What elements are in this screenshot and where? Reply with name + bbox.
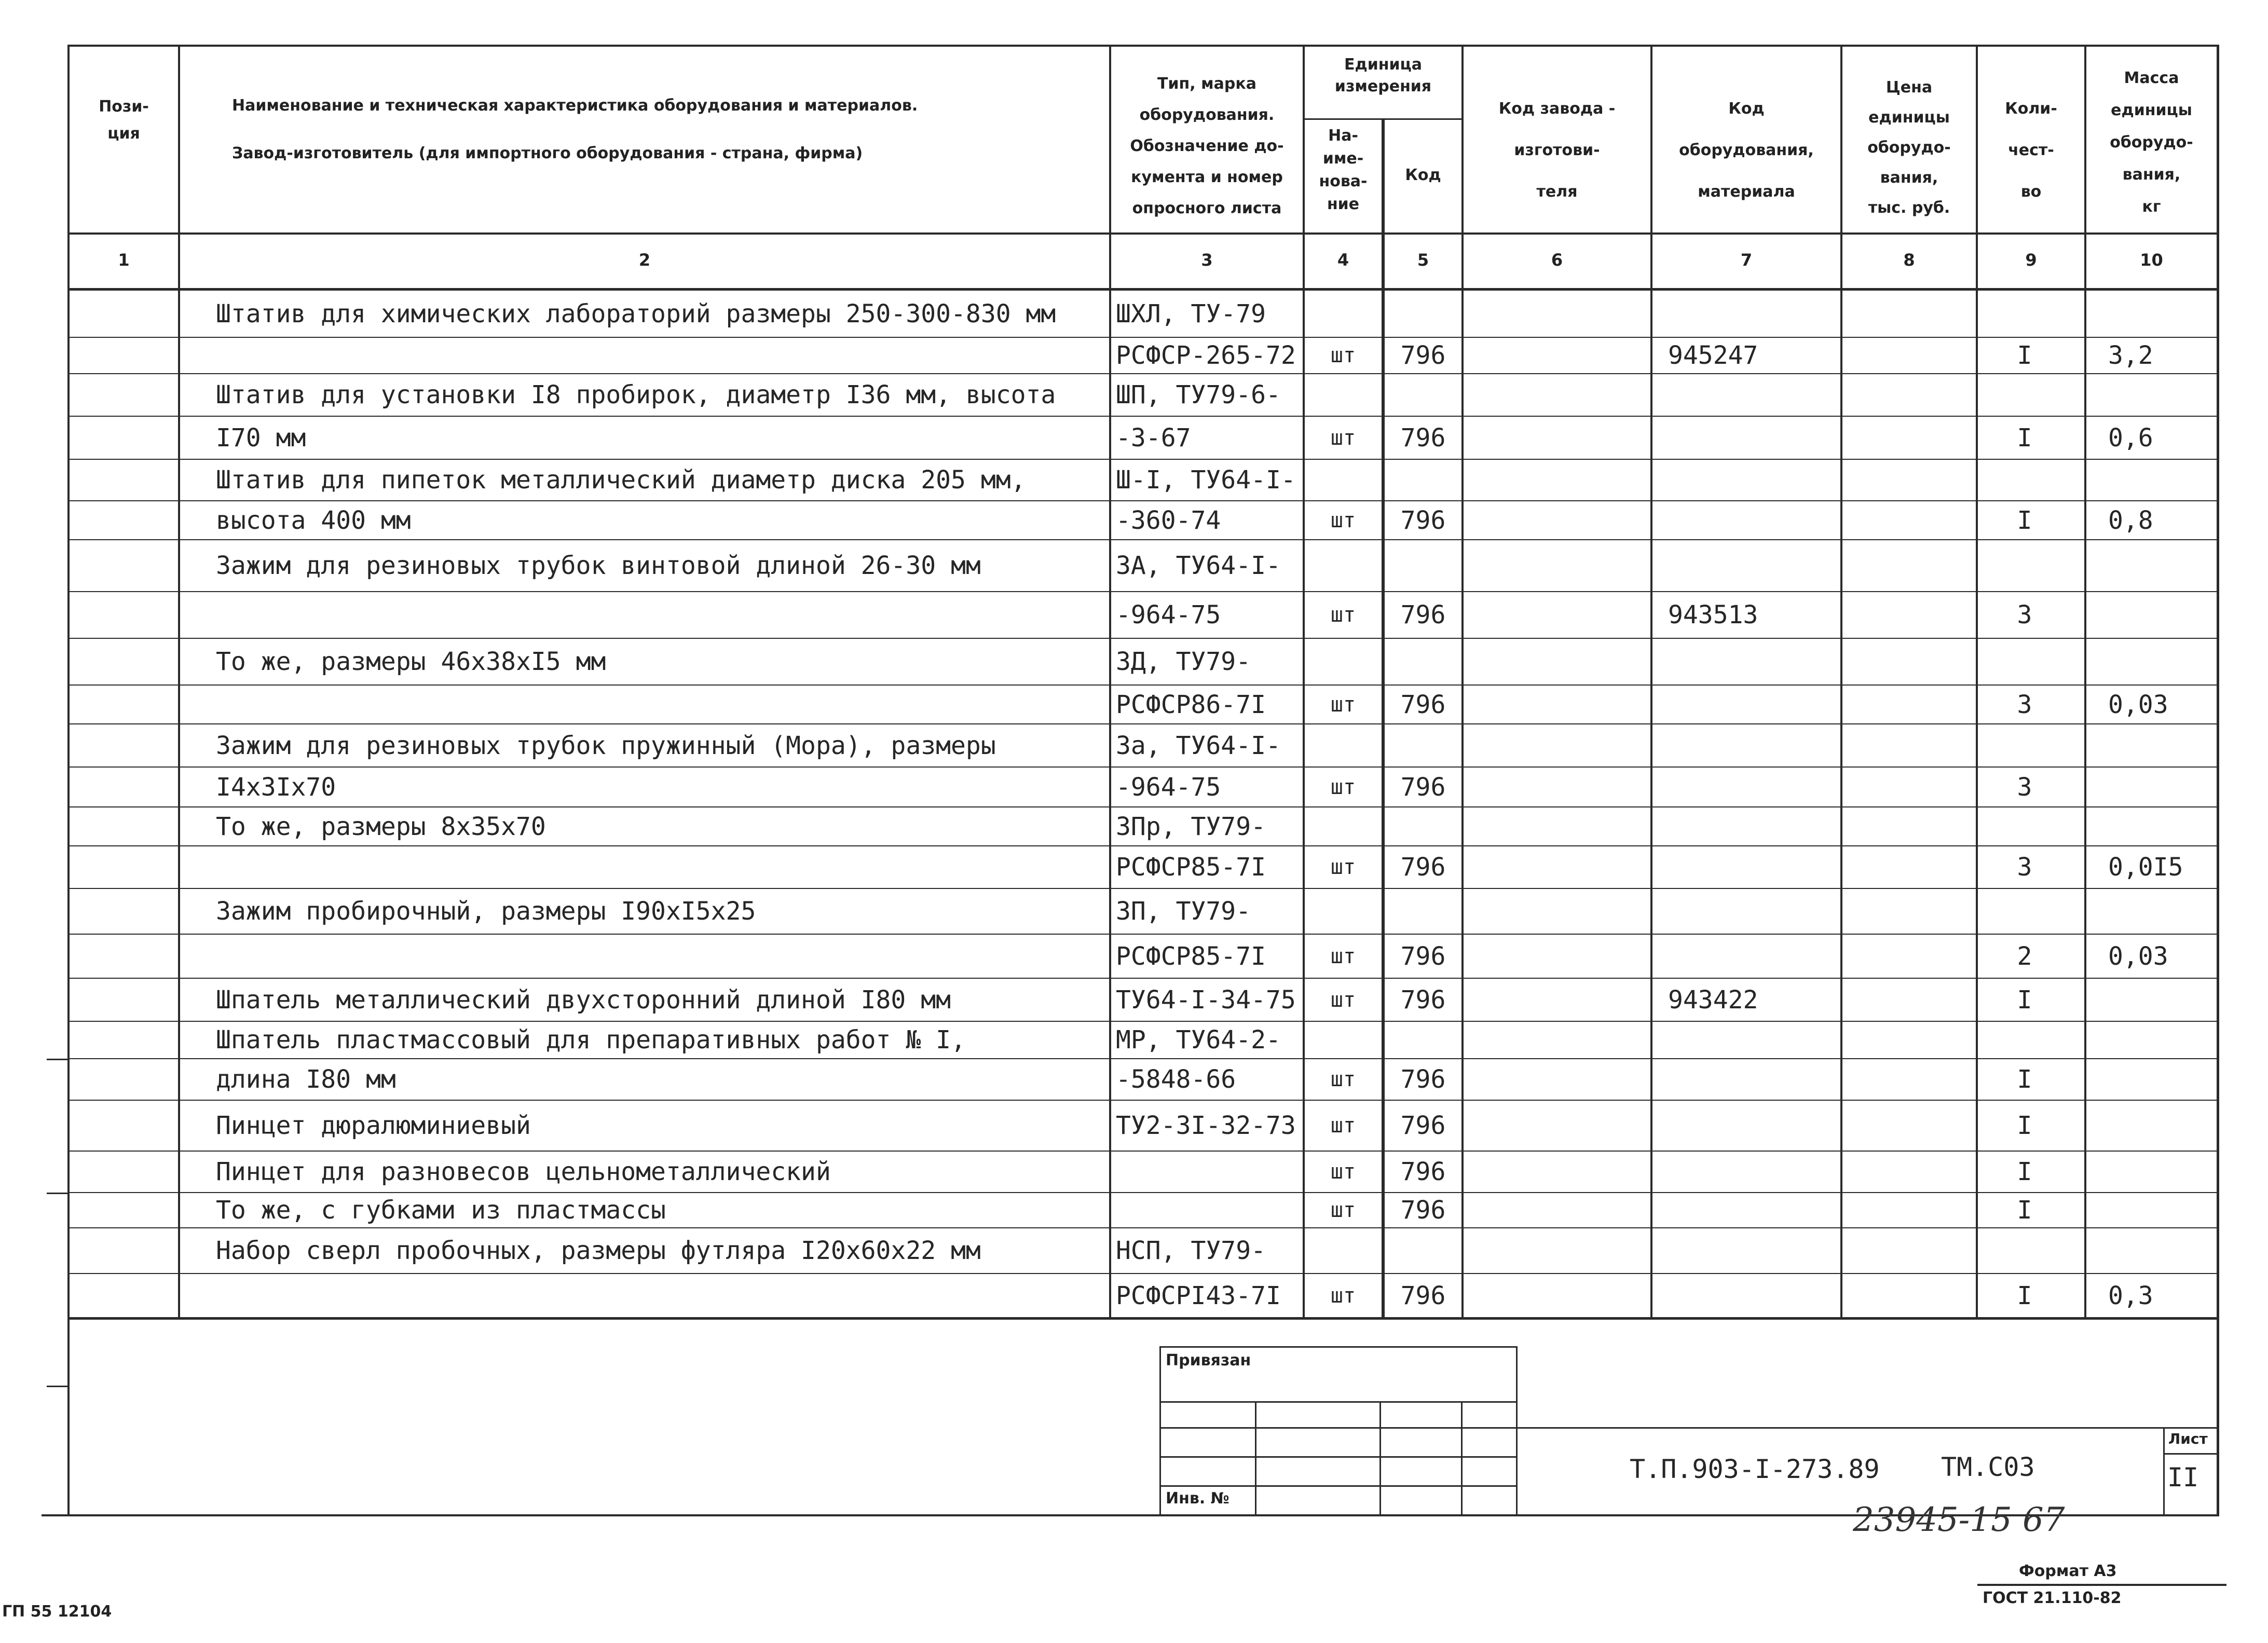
row-mass: 0,03 — [2108, 941, 2168, 971]
row-unit: шт — [1330, 692, 1356, 717]
header-unit-name: На- име- нова- ние — [1319, 127, 1368, 213]
row-mass: 0,6 — [2108, 423, 2153, 453]
row-type: Ш-I, ТУ64-I- — [1116, 465, 1296, 495]
col-number-9: 9 — [2025, 250, 2037, 270]
row-divider — [67, 459, 2219, 460]
header-type: Тип, марка оборудования. Обозначение до- кумента и номер опросного листа — [1130, 75, 1284, 217]
row-name: I4х3Iх70 — [216, 772, 336, 802]
row-equipment-code: 943513 — [1668, 600, 1758, 629]
row-equipment-code: 945247 — [1668, 341, 1758, 370]
row-divider — [67, 591, 2219, 592]
row-unit: шт — [1330, 603, 1356, 627]
row-name: Штатив для пипеток металлический диаметр диска 205 мм, — [216, 465, 1026, 495]
row-type: РСФСР85-7I — [1116, 853, 1266, 882]
row-type: -3-67 — [1116, 423, 1191, 453]
row-divider — [67, 684, 2219, 686]
row-name: Зажим пробирочный, размеры I90хI5х25 — [216, 897, 756, 926]
row-quantity: 3 — [2017, 690, 2032, 719]
row-quantity: I — [2017, 505, 2032, 535]
row-type: РСФСР85-7I — [1116, 941, 1266, 971]
row-unit-code: 796 — [1400, 600, 1446, 629]
row-quantity: I — [2017, 1111, 2032, 1140]
row-quantity: I — [2017, 1157, 2032, 1186]
row-unit: шт — [1330, 944, 1356, 968]
row-divider — [67, 1273, 2219, 1274]
row-name: Набор сверл пробочных, размеры футляра I20х60х22 мм — [216, 1236, 981, 1265]
document-mark: ТМ.С03 — [1941, 1452, 2035, 1482]
row-divider — [67, 723, 2219, 724]
header-position: Пози- ция — [99, 98, 149, 143]
row-unit: шт — [1330, 1198, 1356, 1222]
col-number-3: 3 — [1201, 250, 1213, 270]
row-type: -5848-66 — [1116, 1065, 1236, 1094]
row-divider — [67, 806, 2219, 807]
row-divider — [67, 888, 2219, 889]
row-type: ЗПр, ТУ79- — [1116, 812, 1266, 841]
row-type: -360-74 — [1116, 505, 1221, 535]
row-type: -964-75 — [1116, 600, 1221, 629]
row-quantity: 3 — [2017, 853, 2032, 882]
row-unit-code: 796 — [1400, 853, 1446, 882]
row-quantity: I — [2017, 1196, 2032, 1225]
col-number-2: 2 — [638, 250, 651, 270]
col-number-7: 7 — [1740, 250, 1753, 270]
row-unit: шт — [1330, 1160, 1356, 1184]
row-name: Шпатель пластмассовый для препаративных работ № I, — [216, 1025, 966, 1055]
row-divider — [67, 1192, 2219, 1193]
row-quantity: 3 — [2017, 600, 2032, 629]
row-divider — [67, 1058, 2219, 1059]
row-type: РСФСР-265-72 — [1116, 341, 1296, 370]
left-code: ГП 55 12104 — [2, 1603, 112, 1621]
row-type: ЗП, ТУ79- — [1116, 897, 1251, 926]
row-mass: 0,03 — [2108, 690, 2168, 719]
row-divider — [67, 500, 2219, 501]
header-unit-code: Код — [1405, 166, 1441, 184]
header-name-line1: Наименование и техническая характеристика оборудования и материалов. — [232, 97, 918, 115]
row-unit: шт — [1330, 775, 1356, 799]
row-divider — [67, 1021, 2219, 1022]
row-name: Зажим для резиновых трубок пружинный (Мора), размеры — [216, 731, 996, 760]
row-name: длина I80 мм — [216, 1065, 396, 1094]
row-type: -964-75 — [1116, 772, 1221, 802]
row-unit-code: 796 — [1400, 690, 1446, 719]
row-quantity: I — [2017, 341, 2032, 370]
header-mass: Масса единицы оборудо- вания, кг — [2110, 69, 2193, 216]
row-quantity: 2 — [2017, 941, 2032, 971]
row-divider — [67, 934, 2219, 935]
document-code: Т.П.903-I-273.89 — [1630, 1454, 1880, 1484]
col-number-5: 5 — [1417, 250, 1429, 270]
row-quantity: I — [2017, 1065, 2032, 1094]
row-type: За, ТУ64-I- — [1116, 731, 1281, 760]
sheet-number: II — [2167, 1462, 2199, 1493]
row-divider — [67, 1100, 2219, 1101]
row-name: Штатив для установки I8 пробирок, диаметр I36 мм, высота — [216, 380, 1056, 409]
row-unit-code: 796 — [1400, 1281, 1446, 1310]
header-name-line2: Завод-изготовитель (для импортного оборудования - страна, фирма) — [232, 144, 863, 162]
row-type: ЗА, ТУ64-I- — [1116, 551, 1281, 580]
row-name: Штатив для химических лабораторий размеры 250-300-830 мм — [216, 299, 1056, 328]
header-factory-code: Код завода - изготови- теля — [1498, 100, 1616, 201]
row-divider — [67, 539, 2219, 540]
row-name: Зажим для резиновых трубок винтовой длиной 26-30 мм — [216, 551, 981, 580]
row-unit: шт — [1330, 508, 1356, 532]
gost-label: ГОСТ 21.110-82 — [1983, 1589, 2122, 1607]
row-divider — [67, 638, 2219, 639]
handwritten-number: 23945-15 67 — [1853, 1501, 2065, 1539]
row-divider — [67, 416, 2219, 417]
row-type: ТУ2-3I-32-73 — [1116, 1111, 1296, 1140]
row-divider — [67, 1227, 2219, 1228]
header-equipment-code: Код оборудования, материала — [1679, 100, 1814, 201]
row-unit-code: 796 — [1400, 941, 1446, 971]
row-type: ШХЛ, ТУ-79 — [1116, 299, 1266, 328]
row-unit: шт — [1330, 855, 1356, 879]
header-price: Цена единицы оборудо- вания, тыс. руб. — [1867, 78, 1951, 217]
row-mass: 3,2 — [2108, 341, 2153, 370]
row-mass: 0,8 — [2108, 505, 2153, 535]
row-divider — [67, 1151, 2219, 1152]
row-quantity: I — [2017, 423, 2032, 453]
col-number-6: 6 — [1551, 250, 1563, 270]
row-unit-code: 796 — [1400, 1157, 1446, 1186]
row-divider — [67, 845, 2219, 846]
row-name: То же, размеры 8х35х70 — [216, 812, 546, 841]
row-mass: 0,3 — [2108, 1281, 2153, 1310]
row-unit-code: 796 — [1400, 1065, 1446, 1094]
sheet-label: Лист — [2168, 1430, 2208, 1447]
row-unit-code: 796 — [1400, 772, 1446, 802]
col-number-4: 4 — [1337, 250, 1349, 270]
row-name: Пинцет для разновесов цельнометаллический — [216, 1157, 831, 1186]
row-unit: шт — [1330, 426, 1356, 450]
col-number-1: 1 — [118, 250, 130, 270]
row-type: ШП, ТУ79-6- — [1116, 380, 1281, 409]
row-unit-code: 796 — [1400, 1196, 1446, 1225]
row-name: I70 мм — [216, 423, 306, 453]
format-label: Формат А3 — [2019, 1562, 2117, 1580]
row-quantity: I — [2017, 985, 2032, 1015]
inventory-label: Инв. № — [1166, 1489, 1229, 1508]
row-unit-code: 796 — [1400, 505, 1446, 535]
row-unit-code: 796 — [1400, 1111, 1446, 1140]
header-unit: Единица измерения — [1334, 56, 1432, 95]
row-name: Пинцет дюралюминиевый — [216, 1111, 531, 1140]
row-unit-code: 796 — [1400, 341, 1446, 370]
col-number-10: 10 — [2140, 250, 2163, 270]
row-name: То же, с губками из пластмассы — [216, 1196, 666, 1225]
row-mass: 0,0I5 — [2108, 853, 2183, 882]
row-equipment-code: 943422 — [1668, 985, 1758, 1015]
row-unit: шт — [1330, 1284, 1356, 1308]
row-divider — [67, 373, 2219, 374]
row-type: РСФСРI43-7I — [1116, 1281, 1281, 1310]
row-unit-code: 796 — [1400, 423, 1446, 453]
row-name: То же, размеры 46х38хI5 мм — [216, 647, 606, 676]
row-type: НСП, ТУ79- — [1116, 1236, 1266, 1265]
header-quantity: Коли- чест- во — [2005, 100, 2057, 201]
row-unit: шт — [1330, 1067, 1356, 1091]
row-type: РСФСР86-7I — [1116, 690, 1266, 719]
row-quantity: 3 — [2017, 772, 2032, 802]
row-quantity: I — [2017, 1281, 2032, 1310]
row-unit-code: 796 — [1400, 985, 1446, 1015]
row-divider — [67, 766, 2219, 768]
row-name: высота 400 мм — [216, 505, 411, 535]
row-type: ТУ64-I-34-75 — [1116, 985, 1296, 1015]
row-type: ЗД, ТУ79- — [1116, 647, 1251, 676]
col-number-8: 8 — [1903, 250, 1915, 270]
row-unit: шт — [1330, 1114, 1356, 1138]
row-unit: шт — [1330, 344, 1356, 367]
row-type: МР, ТУ64-2- — [1116, 1025, 1281, 1055]
row-divider — [67, 978, 2219, 979]
row-unit: шт — [1330, 988, 1356, 1012]
row-name: Шпатель металлический двухсторонний длиной I80 мм — [216, 985, 951, 1015]
privyazan-label: Привязан — [1166, 1351, 1251, 1370]
row-divider — [67, 337, 2219, 338]
